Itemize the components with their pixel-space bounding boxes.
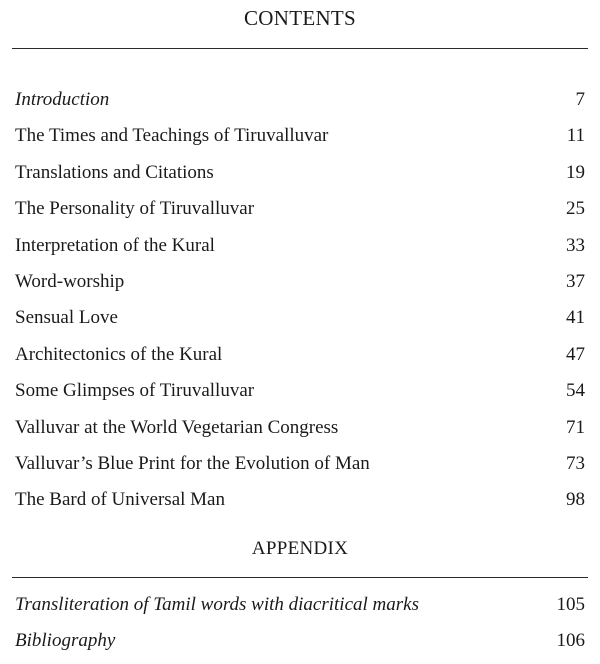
toc-entry[interactable] <box>15 304 585 340</box>
toc-entry-page: 7 <box>575 89 585 110</box>
toc-entry-page: 47 <box>566 343 585 365</box>
appendix-entry[interactable] <box>15 591 585 627</box>
contents-heading: CONTENTS <box>243 6 357 30</box>
toc-entry[interactable] <box>15 232 585 268</box>
toc-entry-title: Interpretation of the Kural <box>15 234 215 256</box>
toc-entry[interactable] <box>15 486 585 522</box>
toc-entry-title: Introduction <box>15 89 110 110</box>
toc-entry-title: The Bard of Universal Man <box>15 489 225 511</box>
toc-entry-page: 71 <box>566 416 585 438</box>
toc-entry[interactable] <box>15 122 585 158</box>
toc-entry-page: 98 <box>566 489 585 511</box>
top-rule <box>12 48 588 49</box>
toc-entry[interactable] <box>15 86 585 122</box>
toc-entry-title: Valluvar’s Blue Print for the Evolution of Man <box>15 452 370 474</box>
toc-entry-title: Architectonics of the Kural <box>15 343 223 365</box>
toc-list <box>15 86 585 523</box>
toc-entry[interactable] <box>15 268 585 304</box>
appendix-list <box>15 591 585 664</box>
toc-entry-page: 25 <box>566 198 585 220</box>
toc-entry-page: 11 <box>566 125 585 147</box>
toc-entry[interactable] <box>15 377 585 413</box>
appendix-entry-title: Bibliography <box>15 630 116 652</box>
toc-entry-page: 41 <box>566 307 585 329</box>
appendix-entry-page: 105 <box>556 594 585 615</box>
appendix-entry[interactable] <box>15 627 585 663</box>
toc-entry-title: Word-worship <box>15 270 125 292</box>
toc-entry-page: 33 <box>566 234 585 256</box>
appendix-rule <box>12 577 588 578</box>
toc-entry[interactable] <box>15 341 585 377</box>
toc-entry-page: 73 <box>566 452 585 474</box>
toc-entry-title: Valluvar at the World Vegetarian Congress <box>15 416 339 438</box>
toc-entry-page: 19 <box>566 161 585 183</box>
toc-entry-title: The Personality of Tiruvalluvar <box>15 198 255 220</box>
appendix-entry-page: 106 <box>556 630 585 652</box>
toc-entry[interactable] <box>15 414 585 450</box>
toc-entry-title: The Times and Teachings of Tiruvalluvar <box>15 125 329 147</box>
toc-entry-title: Translations and Citations <box>15 161 214 183</box>
toc-entry-page: 37 <box>566 270 585 292</box>
toc-entry-page: 54 <box>566 380 585 402</box>
toc-entry[interactable] <box>15 159 585 195</box>
appendix-heading: APPENDIX <box>251 538 349 559</box>
toc-entry[interactable] <box>15 450 585 486</box>
toc-entry[interactable] <box>15 195 585 231</box>
toc-entry-title: Sensual Love <box>15 307 118 329</box>
appendix-entry-title: Transliteration of Tamil words with diacritical marks <box>15 594 419 615</box>
toc-entry-title: Some Glimpses of Tiruvalluvar <box>15 380 255 402</box>
